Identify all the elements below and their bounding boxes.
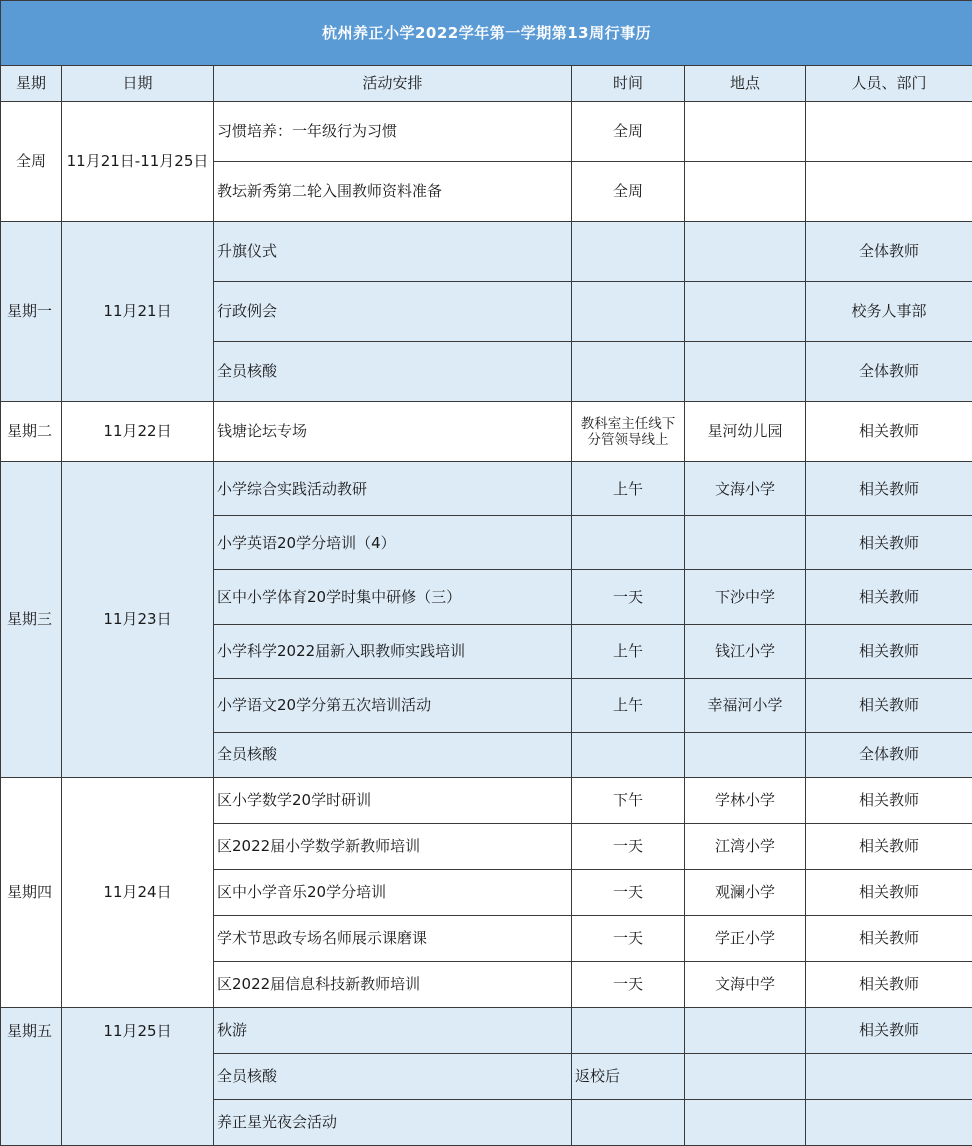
time-cell: 全周 — [572, 162, 685, 222]
time-cell: 教科室主任线下分管领导线上 — [572, 402, 685, 462]
people-cell: 相关教师 — [806, 777, 972, 823]
place-cell: 文海中学 — [685, 961, 806, 1007]
activity-cell: 区小学数学20学时研训 — [214, 777, 572, 823]
time-cell — [572, 732, 685, 777]
weekday-cell: 星期五 — [1, 1007, 62, 1145]
table-row — [1, 402, 972, 462]
place-cell: 下沙中学 — [685, 570, 806, 624]
header-row — [1, 66, 972, 102]
activity-cell: 区2022届信息科技新教师培训 — [214, 961, 572, 1007]
place-cell: 学林小学 — [685, 777, 806, 823]
time-cell: 全周 — [572, 102, 685, 162]
people-cell: 相关教师 — [806, 462, 972, 516]
page-title: 杭州养正小学2022学年第一学期第13周行事历 — [1, 1, 972, 66]
time-cell: 上午 — [572, 624, 685, 678]
place-cell: 学正小学 — [685, 915, 806, 961]
place-cell — [685, 282, 806, 342]
activity-cell: 升旗仪式 — [214, 222, 572, 282]
weekday-cell: 星期一 — [1, 222, 62, 402]
time-cell: 下午 — [572, 777, 685, 823]
people-cell: 相关教师 — [806, 624, 972, 678]
activity-cell: 秋游 — [214, 1007, 572, 1053]
time-cell — [572, 1007, 685, 1053]
people-cell: 相关教师 — [806, 1007, 972, 1053]
activity-cell: 区2022届小学数学新教师培训 — [214, 823, 572, 869]
weekday-cell: 星期二 — [1, 402, 62, 462]
date-cell: 11月23日 — [62, 462, 214, 777]
place-cell — [685, 516, 806, 570]
time-cell: 上午 — [572, 678, 685, 732]
activity-cell: 全员核酸 — [214, 342, 572, 402]
activity-cell: 养正星光夜会活动 — [214, 1099, 572, 1145]
activity-cell: 教坛新秀第二轮入围教师资料准备 — [214, 162, 572, 222]
date-cell: 11月24日 — [62, 777, 214, 1007]
activity-cell: 小学科学2022届新入职教师实践培训 — [214, 624, 572, 678]
date-cell: 11月25日 — [62, 1007, 214, 1145]
place-cell — [685, 222, 806, 282]
activity-cell: 区中小学体育20学时集中研修（三） — [214, 570, 572, 624]
header-weekday: 星期 — [1, 66, 62, 102]
table-row — [1, 462, 972, 516]
place-cell — [685, 1007, 806, 1053]
people-cell — [806, 162, 972, 222]
people-cell: 全体教师 — [806, 222, 972, 282]
people-cell: 相关教师 — [806, 678, 972, 732]
activity-cell: 小学语文20学分第五次培训活动 — [214, 678, 572, 732]
place-cell: 文海小学 — [685, 462, 806, 516]
table-row — [1, 1007, 972, 1053]
people-cell — [806, 1053, 972, 1099]
people-cell: 相关教师 — [806, 516, 972, 570]
place-cell — [685, 342, 806, 402]
date-cell: 11月21日 — [62, 222, 214, 402]
place-cell — [685, 1099, 806, 1145]
time-cell — [572, 516, 685, 570]
activity-cell: 全员核酸 — [214, 1053, 572, 1099]
date-cell: 11月22日 — [62, 402, 214, 462]
place-cell: 钱江小学 — [685, 624, 806, 678]
time-cell: 一天 — [572, 823, 685, 869]
weekday-cell: 星期三 — [1, 462, 62, 777]
place-cell — [685, 162, 806, 222]
people-cell: 相关教师 — [806, 869, 972, 915]
time-cell: 一天 — [572, 961, 685, 1007]
activity-cell: 学术节思政专场名师展示课磨课 — [214, 915, 572, 961]
place-cell: 江湾小学 — [685, 823, 806, 869]
time-cell — [572, 1099, 685, 1145]
activity-cell: 行政例会 — [214, 282, 572, 342]
time-cell: 一天 — [572, 869, 685, 915]
place-cell: 星河幼儿园 — [685, 402, 806, 462]
place-cell — [685, 102, 806, 162]
people-cell: 相关教师 — [806, 915, 972, 961]
activity-cell: 全员核酸 — [214, 732, 572, 777]
activity-cell: 习惯培养：一年级行为习惯 — [214, 102, 572, 162]
activity-cell: 小学英语20学分培训（4） — [214, 516, 572, 570]
header-people: 人员、部门 — [806, 66, 972, 102]
table-row — [1, 222, 972, 282]
people-cell: 相关教师 — [806, 402, 972, 462]
header-date: 日期 — [62, 66, 214, 102]
people-cell: 相关教师 — [806, 570, 972, 624]
people-cell: 相关教师 — [806, 823, 972, 869]
activity-cell: 钱塘论坛专场 — [214, 402, 572, 462]
time-cell: 上午 — [572, 462, 685, 516]
people-cell: 相关教师 — [806, 961, 972, 1007]
activity-cell: 小学综合实践活动教研 — [214, 462, 572, 516]
people-cell: 全体教师 — [806, 732, 972, 777]
title-row — [1, 1, 972, 66]
header-place: 地点 — [685, 66, 806, 102]
weekday-cell: 全周 — [1, 102, 62, 222]
people-cell: 校务人事部 — [806, 282, 972, 342]
table-row — [1, 102, 972, 162]
time-cell — [572, 222, 685, 282]
header-activity: 活动安排 — [214, 66, 572, 102]
activity-cell: 区中小学音乐20学分培训 — [214, 869, 572, 915]
people-cell — [806, 1099, 972, 1145]
place-cell — [685, 1053, 806, 1099]
people-cell: 全体教师 — [806, 342, 972, 402]
table-row — [1, 777, 972, 823]
place-cell: 幸福河小学 — [685, 678, 806, 732]
people-cell — [806, 102, 972, 162]
place-cell: 观澜小学 — [685, 869, 806, 915]
date-cell: 11月21日-11月25日 — [62, 102, 214, 222]
time-cell — [572, 342, 685, 402]
time-cell: 一天 — [572, 915, 685, 961]
weekday-cell: 星期四 — [1, 777, 62, 1007]
header-time: 时间 — [572, 66, 685, 102]
place-cell — [685, 732, 806, 777]
time-cell: 返校后 — [572, 1053, 685, 1099]
time-cell: 一天 — [572, 570, 685, 624]
time-cell — [572, 282, 685, 342]
